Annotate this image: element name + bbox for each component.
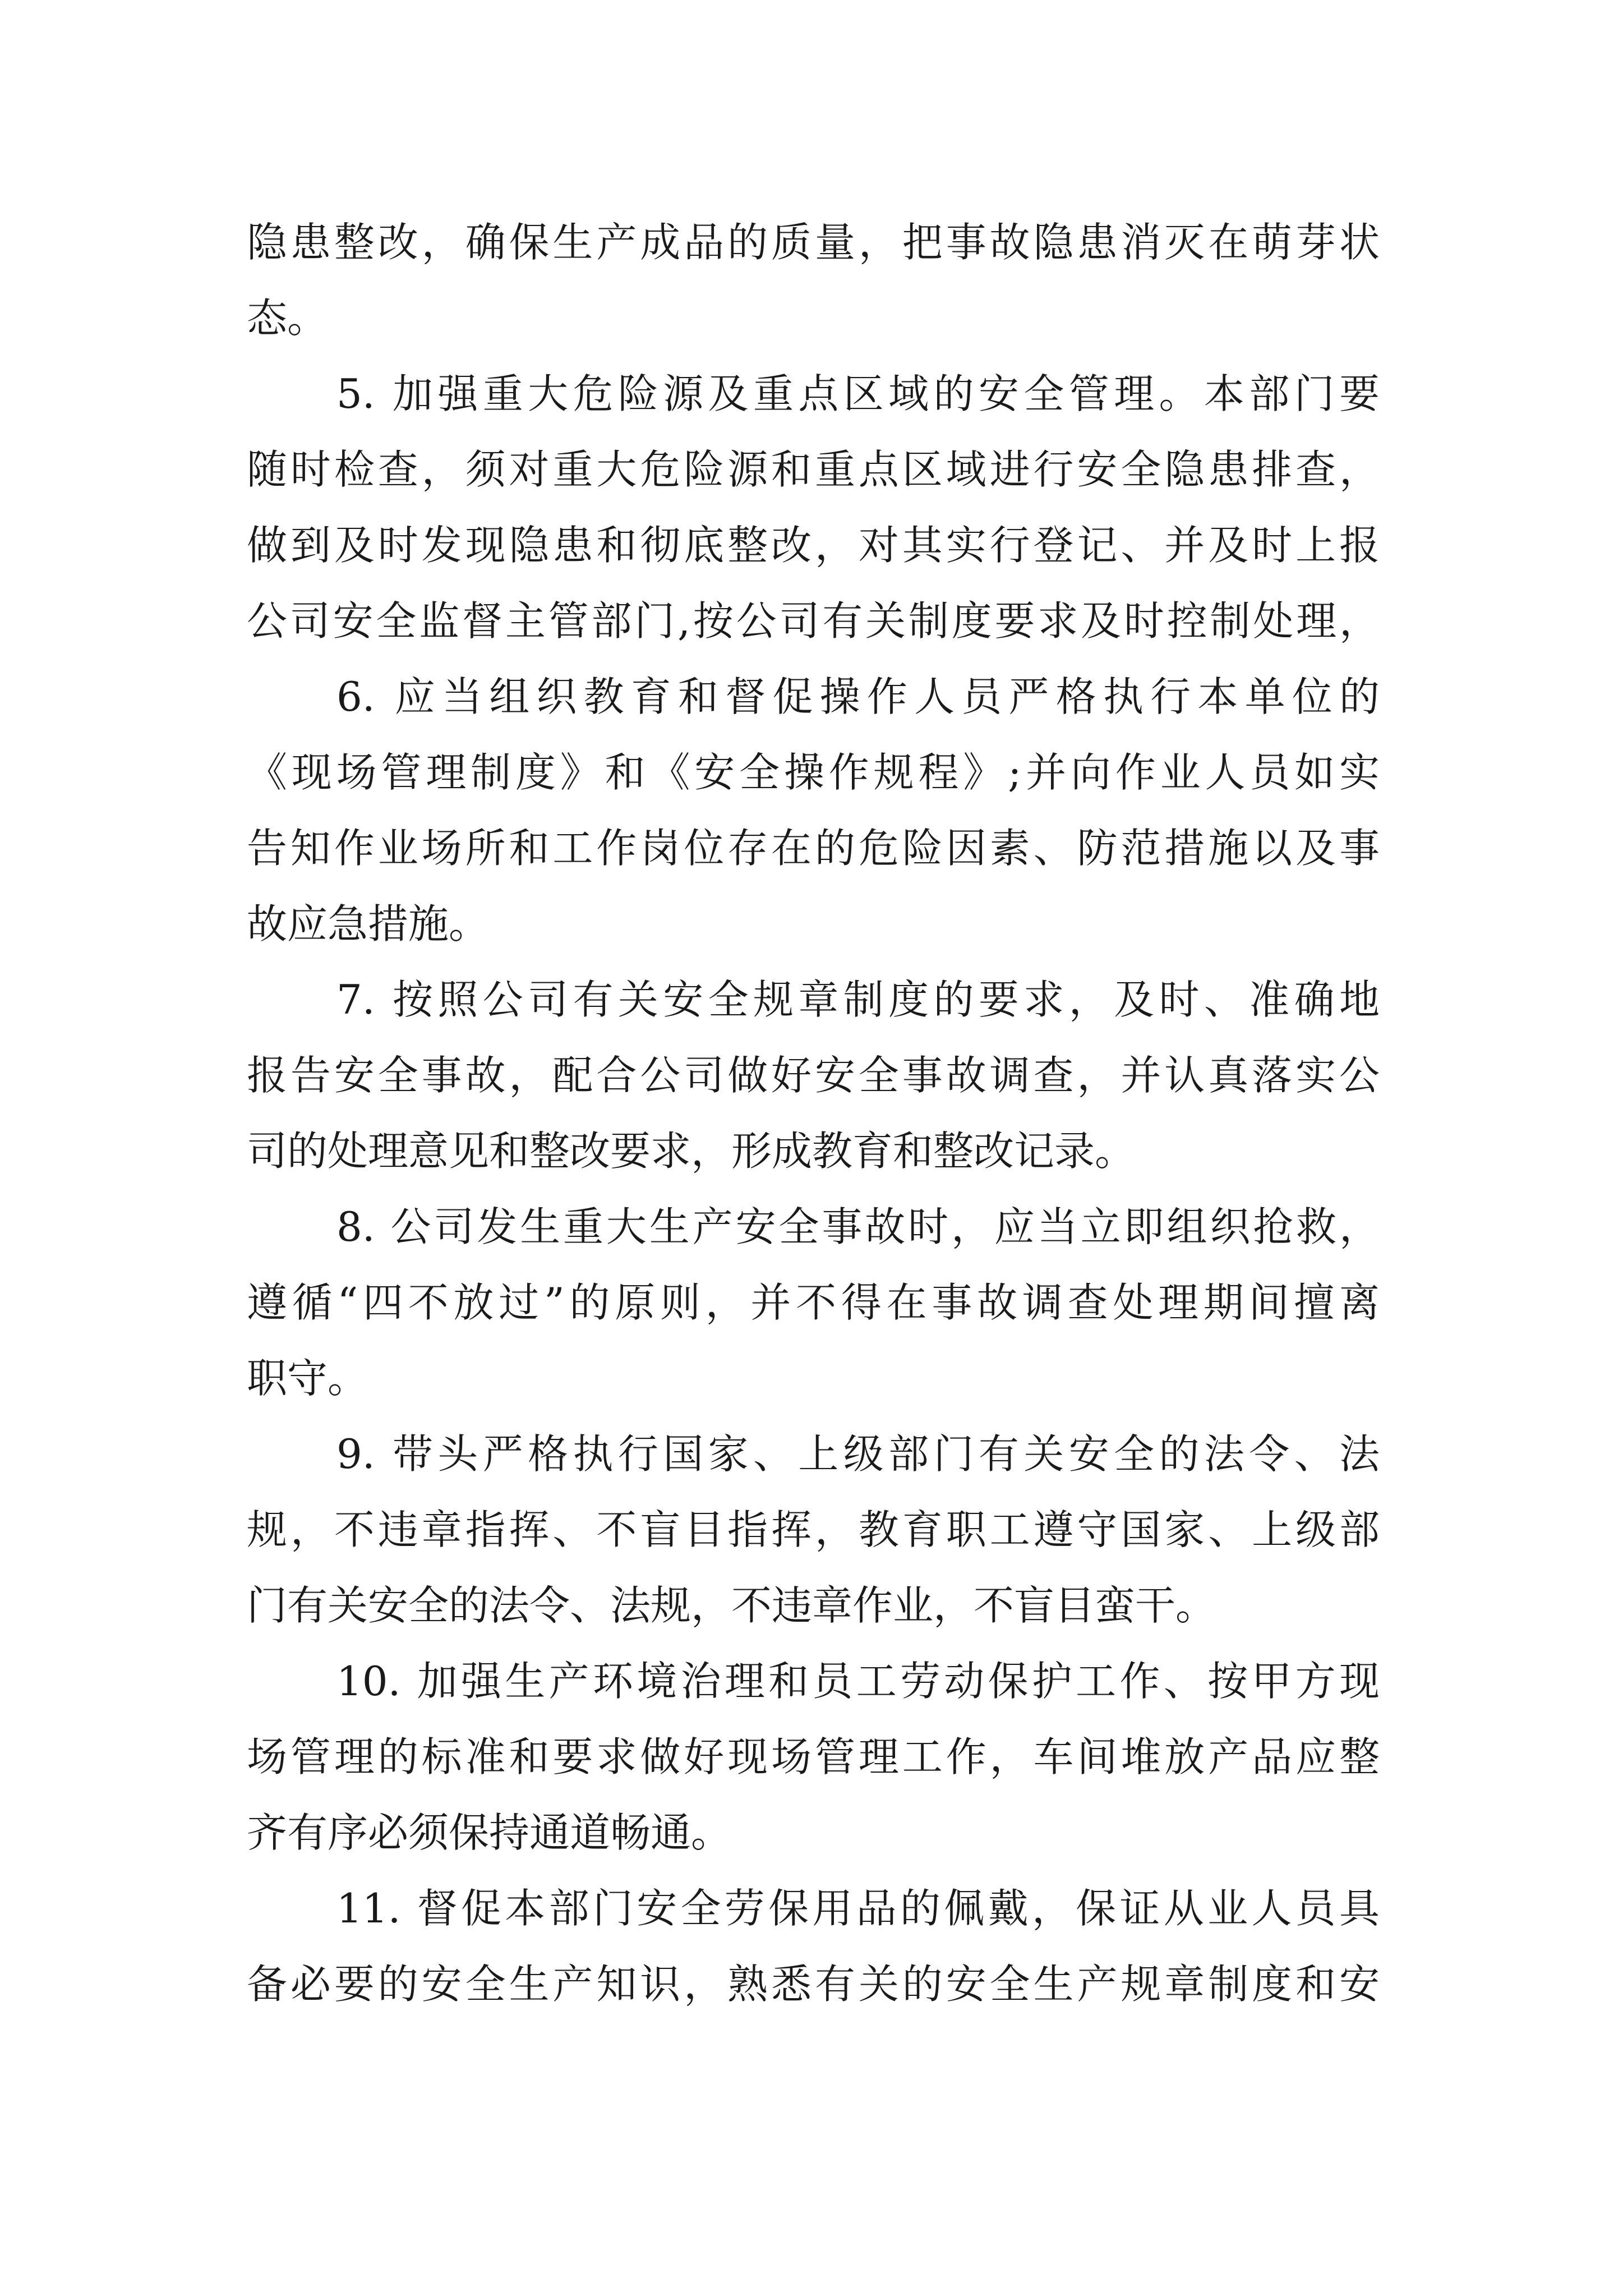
- text-line: 司的处理意见和整改要求，形成教育和整改记录。: [247, 1128, 1136, 1175]
- text-line: 10. 加强生产环境治理和员工劳动保护工作、按甲方现: [336, 1658, 1380, 1705]
- text-line: 故应急措施。: [247, 900, 490, 947]
- text-line: 7. 按照公司有关安全规章制度的要求，及时、准确地: [336, 976, 1380, 1023]
- paragraph: [247, 1871, 1380, 2022]
- text-line: 告知作业场所和工作岗位存在的危险因素、防范措施以及事: [247, 825, 1380, 872]
- text-line: 8. 公司发生重大生产安全事故时，应当立即组织抢救，: [336, 1203, 1380, 1250]
- paragraph: [247, 962, 1380, 1189]
- text-line: 职守。: [247, 1355, 368, 1402]
- text-line: 公司安全监督主管部门,按公司有关制度要求及时控制处理，: [247, 597, 1380, 645]
- text-line: 备必要的安全生产知识，熟悉有关的安全生产规章制度和安: [247, 1961, 1380, 2008]
- paragraph: [247, 1416, 1380, 1644]
- paragraph: [247, 659, 1380, 962]
- text-line: 隐患整改，确保生产成品的质量，把事故隐患消灭在萌芽状: [247, 219, 1380, 266]
- paragraph: [247, 356, 1380, 659]
- text-line: 11. 督促本部门安全劳保用品的佩戴，保证从业人员具: [336, 1885, 1380, 1932]
- text-line: 齐有序必须保持通道畅通。: [247, 1809, 732, 1856]
- text-line: 门有关安全的法令、法规，不违章作业，不盲目蛮干。: [247, 1582, 1216, 1629]
- text-line: 报告安全事故，配合公司做好安全事故调查，并认真落实公: [247, 1052, 1380, 1099]
- paragraph: [247, 1644, 1380, 1871]
- text-line: 5. 加强重大危险源及重点区域的安全管理。本部门要: [336, 370, 1380, 417]
- text-line: 态。: [247, 295, 328, 342]
- text-line: 规，不违章指挥、不盲目指挥，教育职工遵守国家、上级部: [247, 1506, 1380, 1553]
- text-line: 随时检查，须对重大危险源和重点区域进行安全隐患排查，: [247, 446, 1380, 493]
- document-body: [247, 205, 1380, 2022]
- text-line: 遵循“四不放过”的原则，并不得在事故调查处理期间擅离: [247, 1279, 1380, 1326]
- text-line: 《现场管理制度》和《安全操作规程》;并向作业人员如实: [247, 749, 1380, 796]
- text-line: 场管理的标准和要求做好现场管理工作，车间堆放产品应整: [247, 1733, 1380, 1780]
- paragraph: [247, 1189, 1380, 1416]
- paragraph: [247, 205, 1380, 356]
- text-line: 6. 应当组织教育和督促操作人员严格执行本单位的: [336, 673, 1380, 720]
- text-line: 9. 带头严格执行国家、上级部门有关安全的法令、法: [336, 1430, 1380, 1478]
- text-line: 做到及时发现隐患和彻底整改，对其实行登记、并及时上报: [247, 522, 1380, 569]
